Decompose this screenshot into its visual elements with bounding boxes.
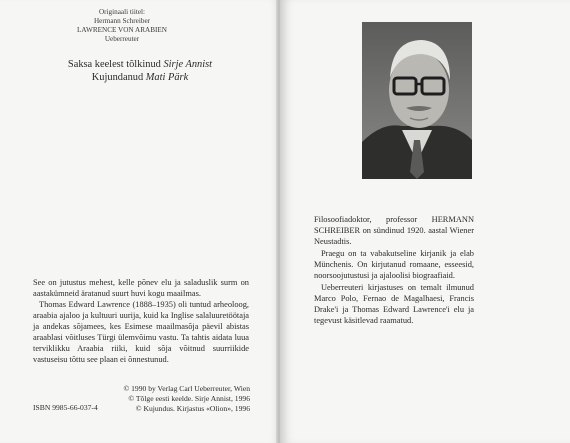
translation-line: Saksa keelest tõlkinud: [67, 59, 161, 70]
design-credit: [40, 72, 240, 85]
bio-paragraph: Filosoofiadoktor, professor HERMANN SCHREIBER on sündinud 1920. aastal Wiener Neustadtis.: [314, 215, 474, 246]
original-author: Hermann Schreiber: [93, 17, 151, 25]
copyright-line: © 1990 by Verlag Carl Ueberreuter, Wien: [123, 384, 250, 393]
credits-block: [40, 59, 240, 84]
author-portrait: [362, 22, 472, 179]
original-title-block: [72, 8, 172, 44]
intro-text: [33, 277, 249, 365]
translator-name: Sirje Annist: [163, 59, 213, 70]
bio-paragraph: Ueberreuteri kirjastuses on temalt ilmunud Marco Polo, Fernao de Magalhaesi, Francis Drake'i ja Thomas Edward Lawrence'i elu ja tegevust käsitlevad raamatud.: [314, 283, 474, 325]
isbn: ISBN 9985-66-037-4: [33, 403, 98, 412]
bio-paragraph: Praegu on ta vabakutseline kirjanik ja elab Münchenis. On kirjutanud romaane, esseesid, noorsoojutustusi ja ajaloolisi biograafiaid.: [314, 249, 474, 280]
intro-paragraph: See on jutustus mehest, kelle põnev elu ja saladuslik surm on aastakümneid äratanud suurt huvi kogu maailmas.: [33, 278, 249, 298]
original-title: LAWRENCE VON ARABIEN: [77, 26, 167, 34]
designer-name: Mati Pärk: [145, 71, 189, 83]
copyright-line: © Kujundus. Kirjastus «Olion», 1996: [135, 404, 250, 413]
left-page: [0, 0, 280, 443]
copyright-line: © Tõlge eesti keelde. Sirje Annist, 1996: [128, 394, 250, 403]
copyright-block: [115, 384, 250, 414]
intro-paragraph: Thomas Edward Lawrence (1888–1935) oli tuntud arheoloog, araabia ajaloo ja kultuuri uurija, kuid ka Inglise salaluuretöötaja ja andekas sõjamees, kes Esimese maailmasõja päevil abistas araablasi võitluses Türgi ülemvõimu vastu. Ta tahtis aidata luua terviklikku Araabia riiki, kuid sõja võitnud suurriikide vastuseisu tõttu see plaan ei õnnestunud.: [33, 300, 249, 364]
author-bio: [314, 214, 474, 327]
design-line: Kujundanud: [91, 71, 144, 83]
original-title-label: Originaali tiitel:: [98, 8, 146, 16]
translation-credit: [40, 59, 240, 72]
original-publisher: Ueberreuter: [104, 35, 140, 43]
